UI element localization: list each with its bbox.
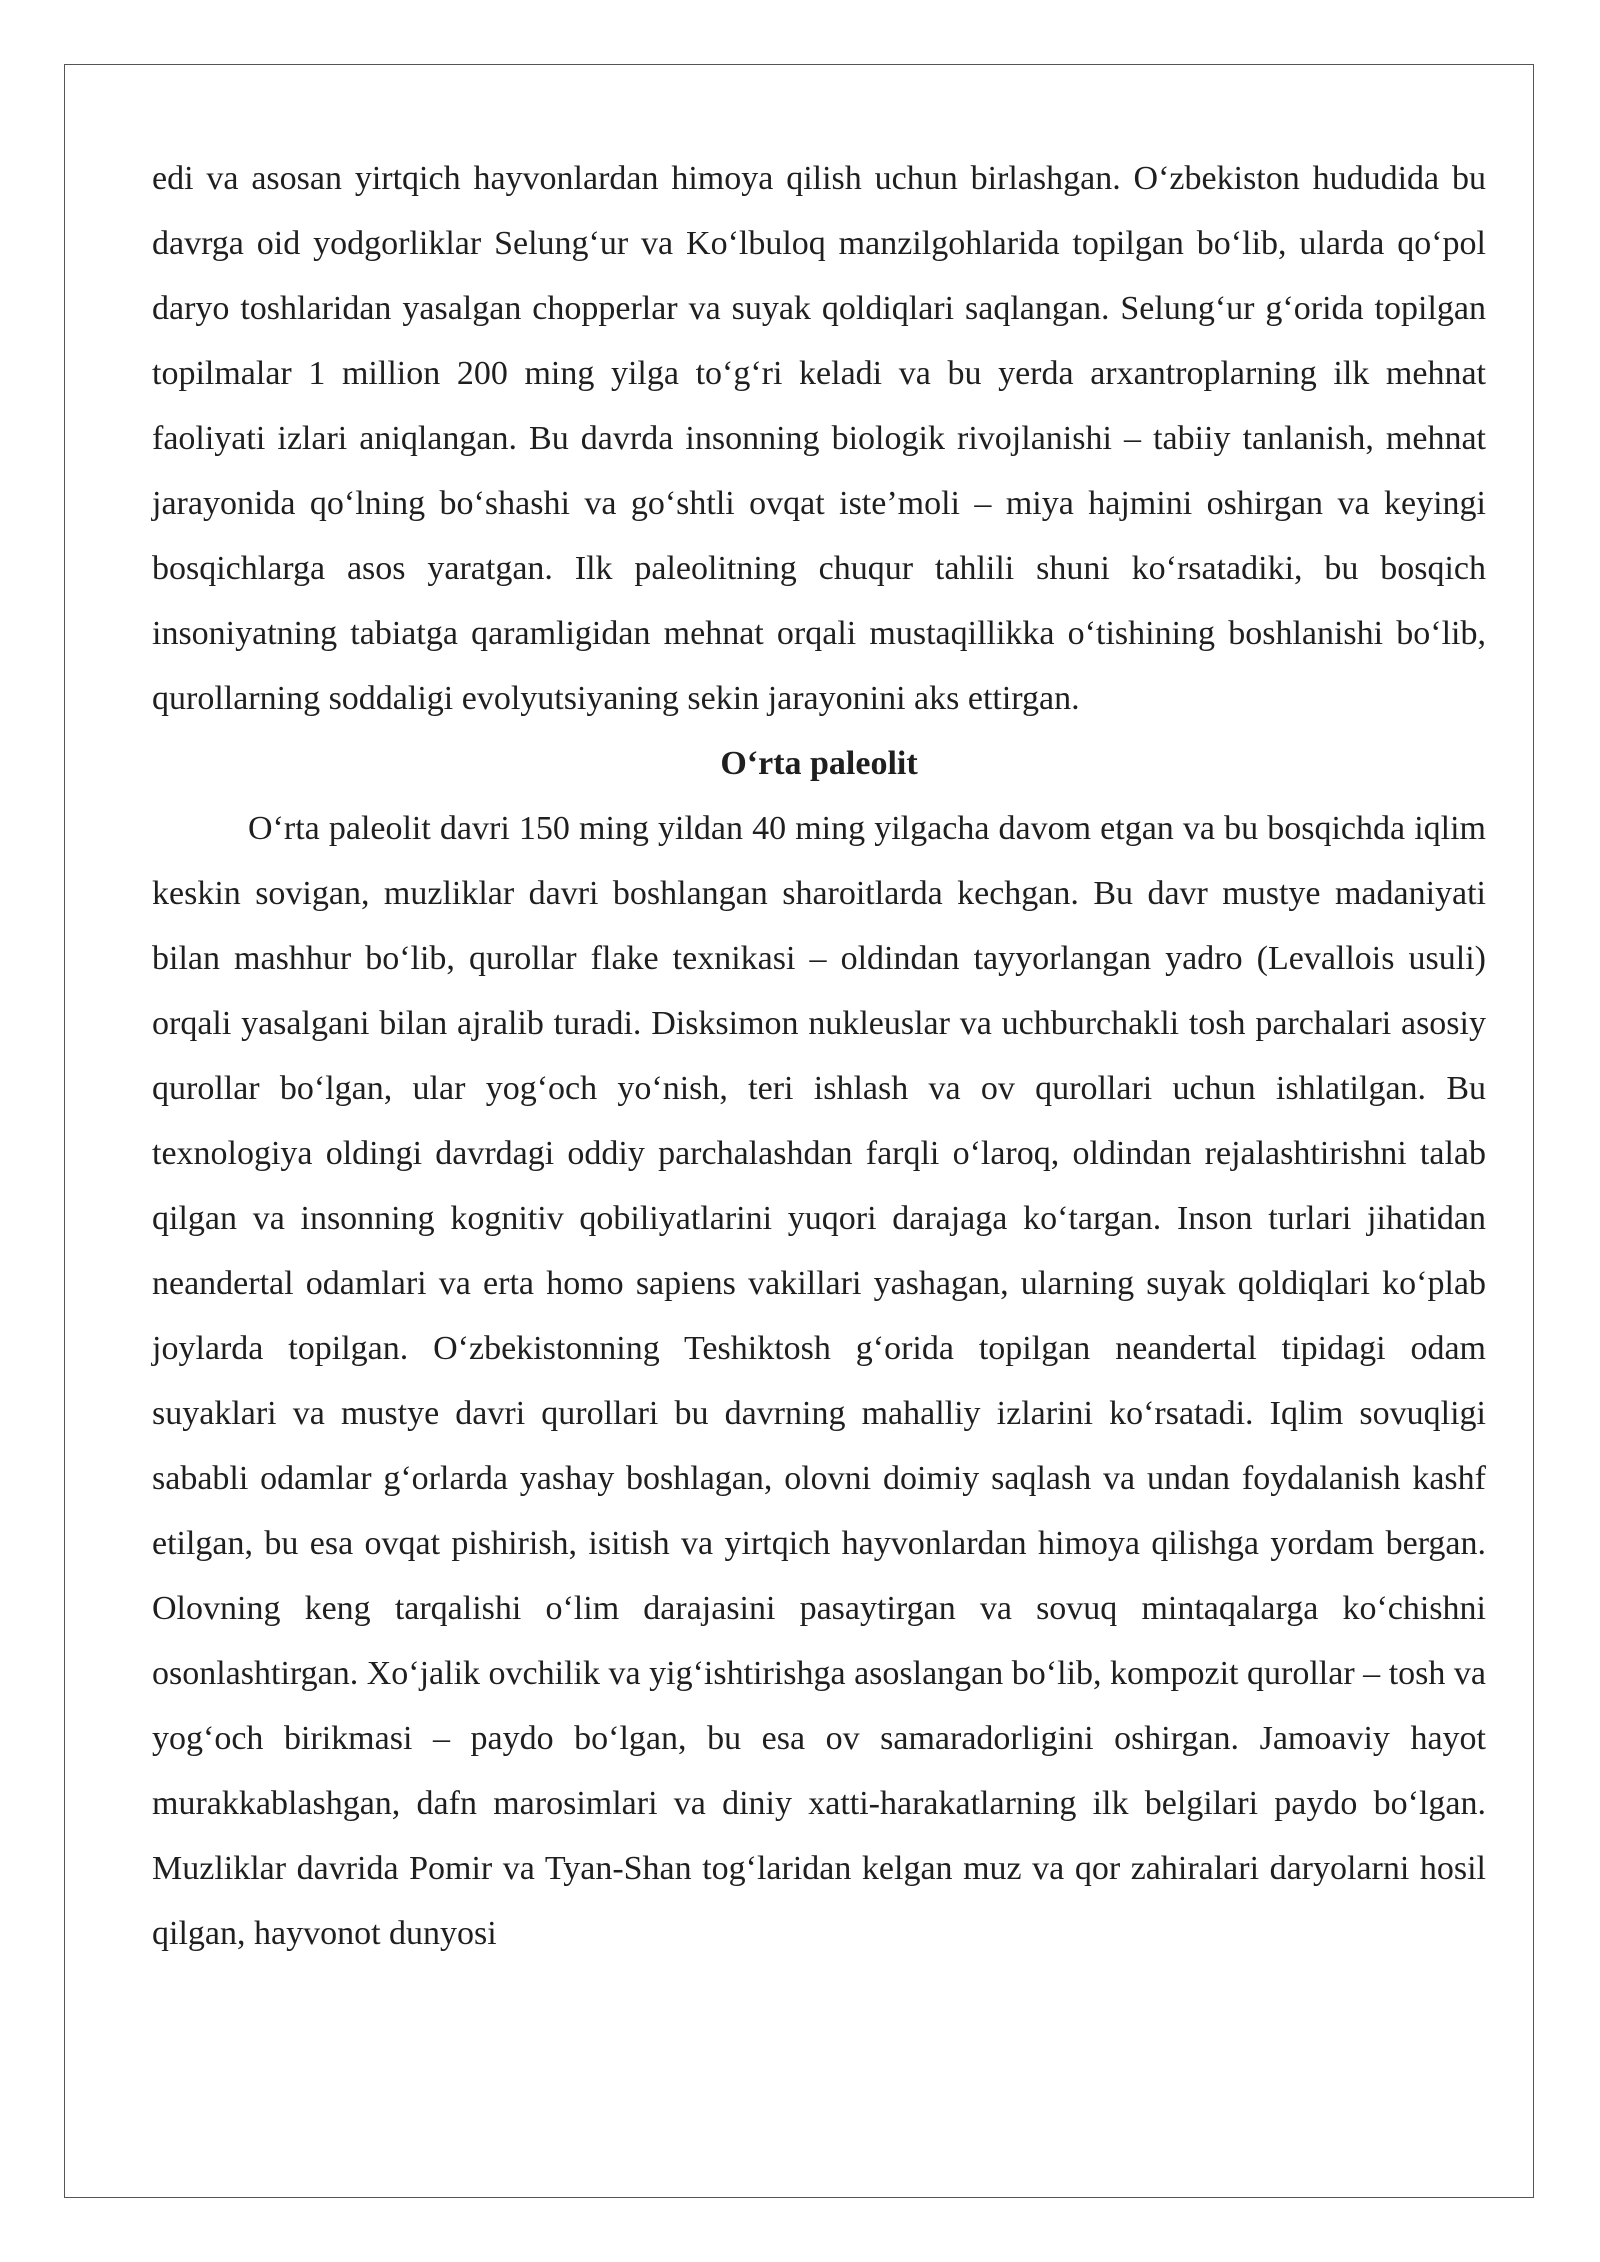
paragraph-ilk-paleolit-continuation: edi va asosan yirtqich hayvonlardan himoya qilish uchun birlashgan. O‘zbekiston hududida bu davrga oid yodgorliklar Selung‘ur va Ko‘lbuloq manzilgohlarida topilgan bo‘lib, ularda qo‘pol daryo toshlaridan yasalgan chopperlar va suyak qoldiqlari saqlangan. Selung‘ur g‘orida topilgan topilmalar 1 million 200 ming yilga to‘g‘ri keladi va bu yerda arxantroplarning ilk mehnat faoliyati izlari aniqlangan. Bu davrda insonning biologik rivojlanishi – tabiiy tanlanish, mehnat jarayonida qo‘lning bo‘shashi va go‘shtli ovqat iste’moli – miya hajmini oshirgan va keyingi bosqichlarga asos yaratgan. Ilk paleolitning chuqur tahlili shuni ko‘rsatadiki, bu bosqich insoniyatning tabiatga qaramligidan mehnat orqali mustaqillikka o‘tishining boshlanishi bo‘lib, qurollarning soddaligi evolyutsiyaning sekin jarayonini aks ettirgan.	[152, 160, 1486, 717]
section-heading: O‘rta paleolit	[720, 745, 918, 782]
document-body	[152, 146, 1486, 1966]
paragraph-orta-paleolit: O‘rta paleolit davri 150 ming yildan 40 ming yilgacha davom etgan va bu bosqichda iqlim keskin sovigan, muzliklar davri boshlangan sharoitlarda kechgan. Bu davr mustye madaniyati bilan mashhur bo‘lib, qurollar flake texnikasi – oldindan tayyorlangan yadro (Levallois usuli) orqali yasalgani bilan ajralib turadi. Disksimon nukleuslar va uchburchakli tosh parchalari asosiy qurollar bo‘lgan, ular yog‘och yo‘nish, teri ishlash va ov qurollari uchun ishlatilgan. Bu texnologiya oldingi davrdagi oddiy parchalashdan farqli o‘laroq, oldindan rejalashtirishni talab qilgan va insonning kognitiv qobiliyatlarini yuqori darajaga ko‘targan. Inson turlari jihatidan neandertal odamlari va erta homo sapiens vakillari yashagan, ularning suyak qoldiqlari ko‘plab joylarda topilgan. O‘zbekistonning Teshiktosh g‘orida topilgan neandertal tipidagi odam suyaklari va mustye davri qurollari bu davrning mahalliy izlarini ko‘rsatadi. Iqlim sovuqligi sababli odamlar g‘orlarda yashay boshlagan, olovni doimiy saqlash va undan foydalanish kashf etilgan, bu esa ovqat pishirish, isitish va yirtqich hayvonlardan himoya qilishga yordam bergan. Olovning keng tarqalishi o‘lim darajasini pasaytirgan va sovuq mintaqalarga ko‘chishni osonlashtirgan. Xo‘jalik ovchilik va yig‘ishtirishga asoslangan bo‘lib, kompozit qurollar – tosh va yog‘och birikmasi – paydo bo‘lgan, bu esa ov samaradorligini oshirgan. Jamoaviy hayot murakkablashgan, dafn marosimlari va diniy xatti-harakatlarning ilk belgilari paydo bo‘lgan. Muzliklar davrida Pomir va Tyan-Shan tog‘laridan kelgan muz va qor zahiralari daryolarni hosil qilgan, hayvonot dunyosi	[152, 810, 1486, 1952]
